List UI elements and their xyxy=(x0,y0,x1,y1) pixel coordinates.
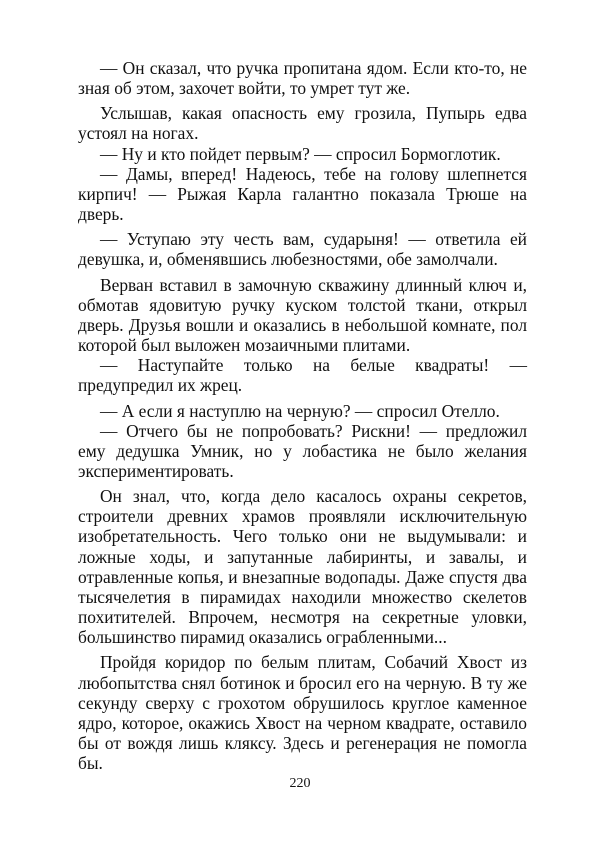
paragraph-5: — Уступаю эту честь вам, сударыня! — ответила ей девушка, и, обменявшись любезностями, обе замолчали. xyxy=(78,229,527,270)
paragraph-9: — Отчего бы не попробовать? Рискни! — предложил ему дедушка Умник, но у лобастика не было желания экспериментировать. xyxy=(78,420,527,481)
page-number: 220 xyxy=(289,776,311,791)
paragraph-6: Верван вставил в замочную скважину длинный ключ и, обмотав ядовитую ручку куском толстой ткани, открыл дверь. Друзья вошли и оказались в небольшой комнате, пол которой был выложен мозаичными плитами. xyxy=(78,274,527,356)
paragraph-8: — А если я наступлю на черную? — спросил Отелло. xyxy=(100,400,500,421)
top-margin xyxy=(0,0,600,20)
paragraph-3: — Ну и кто пойдет первым? — спросил Бормоглотик. xyxy=(100,143,501,164)
paragraph-4: — Дамы, вперед! Надеюсь, тебе на голову шлепнется кирпич! — Рыжая Карла галантно показала Трюше на дверь. xyxy=(78,163,527,225)
paragraph-7: — Наступайте только на белые квадраты! — предупредил их жрец. xyxy=(78,355,527,396)
paragraph-11: Пройдя коридор по белым плитам, Собачий Хвост из любопытства снял ботинок и бросил его на черную. В ту же секунду сверху с грохотом обрушилось круглое каменное ядро, которое, окажись Хвост на черном квадрате, оставило бы от вождя лишь кляксу. Здесь и регенерация не помогла бы. xyxy=(78,652,527,774)
paragraph-1: — Он сказал, что ручка пропитана ядом. Если кто-то, не зная об этом, захочет войти, то умрет тут же. xyxy=(78,58,527,99)
paragraph-2: Услышав, какая опасность ему грозила, Пупырь едва устоял на ногах. xyxy=(78,103,527,144)
paragraph-10: Он знал, что, когда дело касалось охраны секретов, строители древних храмов проявляли исключительную изобретательность. Чего только они не выдумывали: и ложные ходы, и запутанные лабиринты, и завалы, и отравленные копья, и внезапные водопады. Даже спустя два тысячелетия в пирамидах находили множество скелетов похитителей. Впрочем, несмотря на секретные уловки, большинство пирамид оказались ограбленными... xyxy=(78,486,527,648)
body-text xyxy=(78,58,527,773)
